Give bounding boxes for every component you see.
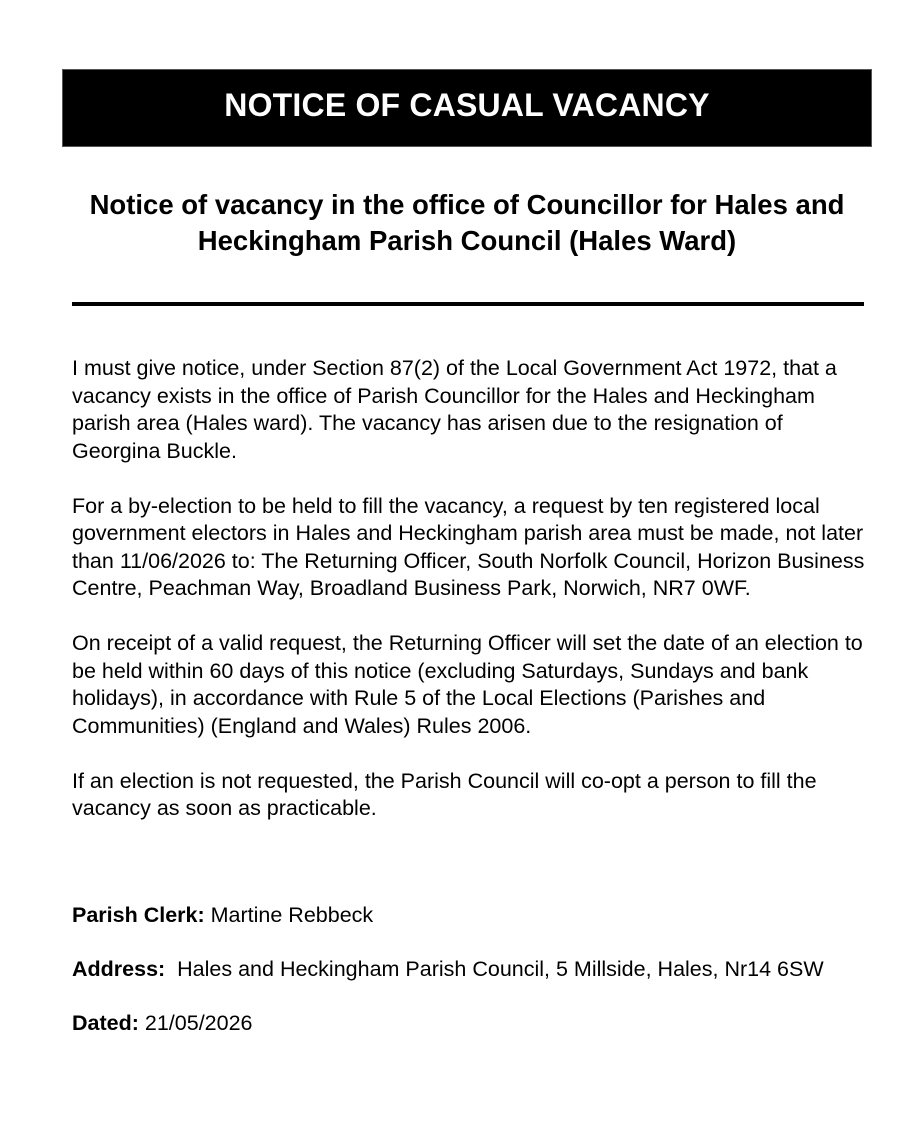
dated-label: Dated:	[72, 1011, 139, 1035]
clerk-label: Parish Clerk:	[72, 903, 205, 927]
dated-value: 21/05/2026	[144, 1011, 253, 1035]
address-value: Hales and Heckingham Parish Council, 5 Millside, Hales, Nr14 6SW	[177, 957, 824, 981]
clerk-name: Martine Rebbeck	[210, 903, 374, 927]
notice-signoff	[72, 902, 872, 1064]
paragraph-section-87: I must give notice, under Section 87(2) of the Local Government Act 1972, that a vacancy exists in the office of Parish Councillor for the Hales and Heckingham parish area (Hales ward). The vacancy has arisen due to the resignation of Georgina Buckle.	[72, 356, 837, 463]
address-line	[72, 956, 872, 983]
address-label: Address:	[72, 957, 166, 981]
dated-line	[72, 1010, 872, 1037]
notice-banner	[62, 69, 872, 147]
paragraph-election-timing: On receipt of a valid request, the Returning Officer will set the date of an election to be held within 60 days of this notice (excluding Saturdays, Sundays and bank holidays), in accordance with Rule 5 of the Local Elections (Parishes and Communities) (England and Wales) Rules 2006.	[72, 631, 863, 738]
notice-title: NOTICE OF CASUAL VACANCY	[224, 87, 710, 123]
paragraph-co-option: If an election is not requested, the Parish Council will co-opt a person to fill the vacancy as soon as practicable.	[72, 768, 817, 820]
clerk-line	[72, 902, 872, 929]
notice-subtitle: Notice of vacancy in the office of Councillor for Hales and Heckingham Parish Council (Hales Ward)	[89, 189, 845, 256]
notice-body	[72, 355, 872, 850]
paragraph-by-election-request: For a by-election to be held to fill the vacancy, a request by ten registered local government electors in Hales and Heckingham parish area must be made, not later than 11/06/2026 to: The Returning Officer, South Norfolk Council, Horizon Business Centre, Peachman Way, Broadland Business Park, Norwich, NR7 0WF.	[72, 493, 865, 600]
divider-rule	[72, 302, 864, 306]
